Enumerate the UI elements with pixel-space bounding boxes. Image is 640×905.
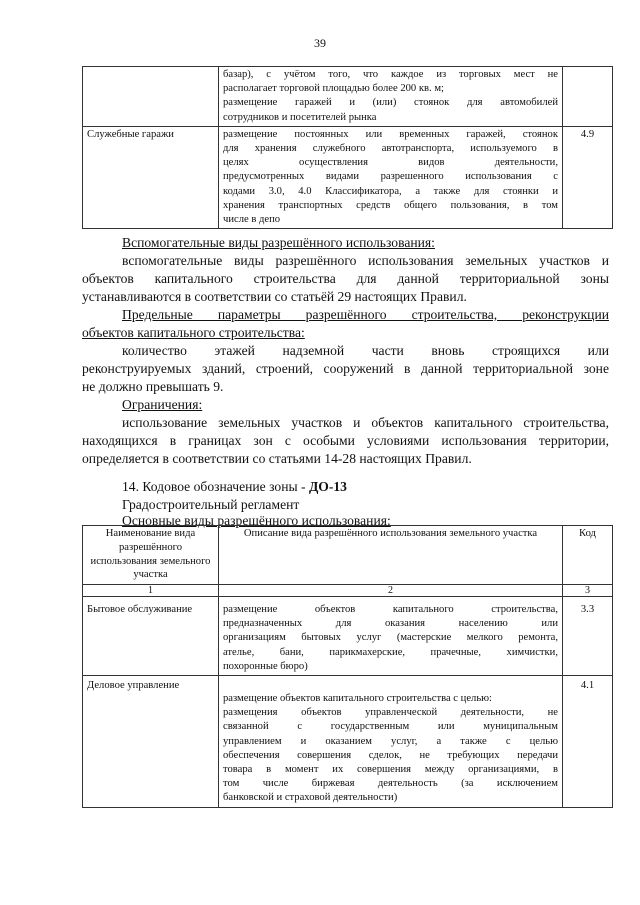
main-uses-table	[82, 525, 613, 808]
description-line: сотрудников и посетителей рынка	[223, 111, 377, 123]
use-code-cell: 4.1	[563, 675, 613, 808]
use-description-cell	[219, 597, 563, 676]
restrictions-text-line: находящихся в границах зон с особыми условиями использования территории,	[82, 433, 609, 448]
zone-title	[122, 478, 347, 496]
main-uses-heading: Основные виды разрешённого использования:	[122, 513, 391, 528]
use-description-cell	[219, 67, 563, 127]
description-line: размещения объектов управленческой деятельности, не	[223, 707, 558, 719]
description-line: предусмотренных видами разрешенного использования с	[223, 171, 558, 183]
use-description-cell	[219, 126, 563, 228]
zone-title-prefix: 14. Кодовое обозначение зоны -	[122, 479, 309, 494]
table-header-row	[83, 526, 613, 585]
zone-code: ДО-13	[308, 479, 347, 494]
description-line: хранения транспортных средств общего пользования, в том	[223, 199, 558, 211]
auxiliary-uses-text-line: объектов капитального строительства для данной территориальной зоны	[82, 271, 609, 286]
restrictions-text-line: использование земельных участков и объектов капитального строительства,	[122, 415, 609, 430]
limit-params-heading: Предельные параметры разрешённого строительства, реконструкции	[122, 307, 609, 322]
auxiliary-uses-heading: Вспомогательные виды разрешённого использования:	[122, 235, 435, 250]
description-line: похоронные бюро)	[223, 660, 308, 672]
page-number: 39	[314, 36, 326, 50]
use-name-cell: Служебные гаражи	[83, 126, 219, 228]
column-number: 2	[219, 585, 563, 597]
column-number: 1	[83, 585, 219, 597]
description-line: числе в депо	[223, 213, 281, 225]
description-line: размещение объектов капитального строительства,	[223, 604, 558, 615]
column-number-row	[83, 585, 613, 597]
column-number: 3	[563, 585, 613, 597]
description-line: ателье, бани, парикмахерские, прачечные, химчистки,	[223, 646, 558, 658]
limit-params-text-line: реконструируемых зданий, строений, сооружений в данной территориальной зоне	[82, 361, 609, 376]
table-row	[83, 67, 613, 127]
use-name-cell: Бытовое обслуживание	[83, 597, 219, 676]
description-line: располагает торговой площадью более 200 кв. м;	[223, 83, 444, 95]
table-row	[83, 126, 613, 228]
description-line: размещение гаражей и (или) стоянок для автомобилей	[223, 97, 558, 109]
use-description-cell	[219, 675, 563, 808]
description-line: для хранения служебного автотранспорта, используемого в	[223, 142, 558, 154]
description-line: организациям бытовых услуг (мастерские мелкого ремонта,	[223, 632, 558, 644]
description-line: связанной с государственным или муниципальным	[223, 721, 558, 733]
description-line: управлением и оказанием услуг, а также с целью	[223, 735, 558, 747]
table-row	[83, 597, 613, 676]
description-line: целях осуществления видов деятельности,	[223, 157, 558, 169]
description-line: размещение постоянных или временных гаражей, стоянок	[223, 128, 558, 140]
use-code-cell: 3.3	[563, 597, 613, 676]
description-line: размещение объектов капитального строительства с целью:	[223, 692, 493, 704]
zone-regulation: Градостроительный регламент	[122, 497, 300, 512]
restrictions-text-line: определяется в соответствии со статьями 14-28 настоящих Правил.	[82, 451, 472, 466]
restrictions-heading: Ограничения:	[122, 397, 203, 412]
auxiliary-uses-text-line: устанавливаются в соответствии со статьёй 29 настоящих Правил.	[82, 289, 467, 304]
use-code-cell	[563, 67, 613, 127]
limit-params-text-line: не должно превышать 9.	[82, 379, 224, 394]
use-name-cell: Деловое управление	[83, 675, 219, 808]
header-code: Код	[563, 526, 613, 585]
limit-params-text-line: количество этажей надземной части вновь строящихся или	[122, 343, 609, 358]
description-line: товара в момент их совершения между организациями, в	[223, 763, 558, 775]
limit-params-heading-cont: объектов капитального строительства:	[82, 325, 305, 340]
header-description: Описание вида разрешённого использования земельного участка	[219, 526, 563, 585]
use-code-cell: 4.9	[563, 126, 613, 228]
use-name-cell	[83, 67, 219, 127]
description-line: банковской и страховой деятельности)	[223, 792, 398, 804]
description-line: обеспечения совершения сделок, не требующих передачи	[223, 749, 558, 761]
auxiliary-uses-text-line: вспомогательные виды разрешённого использования земельных участков и	[122, 253, 609, 268]
header-name: Наименование вида разрешённого использования земельного участка	[83, 526, 219, 585]
description-line: предназначенных для оказания населению или	[223, 618, 558, 630]
description-line: базар), с учётом того, что каждое из торговых мест не	[223, 69, 558, 80]
uses-table-continued	[82, 66, 613, 229]
table-row	[83, 675, 613, 808]
description-line: том числе биржевая деятельность (за исключением	[223, 778, 558, 790]
description-line: кодами 3.0, 4.0 Классификатора, а также для стоянки и	[223, 185, 558, 197]
